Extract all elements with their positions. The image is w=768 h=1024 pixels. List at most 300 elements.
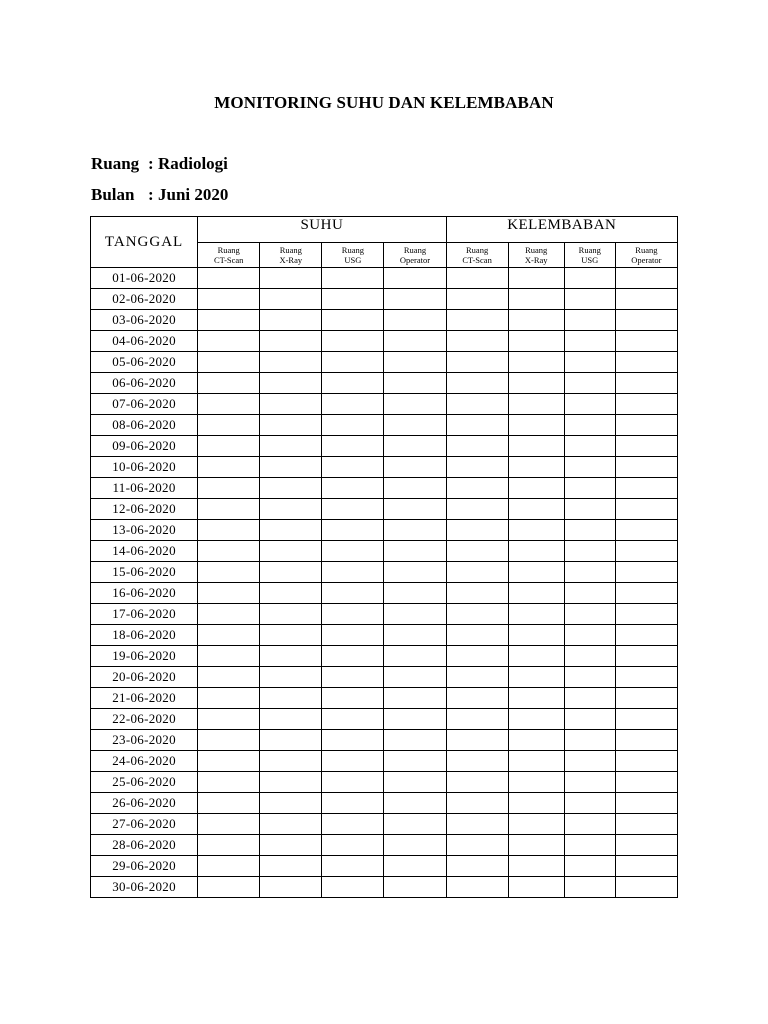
date-cell: 06-06-2020 bbox=[91, 373, 198, 394]
reading-cell[interactable] bbox=[198, 709, 260, 730]
reading-cell[interactable] bbox=[564, 478, 615, 499]
reading-cell[interactable] bbox=[384, 541, 446, 562]
reading-cell[interactable] bbox=[508, 583, 564, 604]
reading-cell[interactable] bbox=[446, 646, 508, 667]
reading-cell[interactable] bbox=[615, 877, 677, 898]
reading-cell[interactable] bbox=[615, 709, 677, 730]
table-row bbox=[91, 772, 678, 793]
reading-cell[interactable] bbox=[564, 751, 615, 772]
reading-cell[interactable] bbox=[198, 562, 260, 583]
reading-cell[interactable] bbox=[384, 331, 446, 352]
reading-cell[interactable] bbox=[564, 310, 615, 331]
reading-cell[interactable] bbox=[384, 268, 446, 289]
reading-cell[interactable] bbox=[615, 667, 677, 688]
date-cell: 04-06-2020 bbox=[91, 331, 198, 352]
reading-cell[interactable] bbox=[260, 457, 322, 478]
reading-cell[interactable] bbox=[260, 667, 322, 688]
subcolumn-line1: Ruang bbox=[578, 245, 601, 255]
reading-cell[interactable] bbox=[260, 814, 322, 835]
reading-cell[interactable] bbox=[508, 310, 564, 331]
reading-cell[interactable] bbox=[508, 331, 564, 352]
reading-cell[interactable] bbox=[564, 457, 615, 478]
reading-cell[interactable] bbox=[384, 667, 446, 688]
reading-cell[interactable] bbox=[322, 604, 384, 625]
reading-cell[interactable] bbox=[322, 394, 384, 415]
reading-cell[interactable] bbox=[615, 415, 677, 436]
reading-cell[interactable] bbox=[260, 520, 322, 541]
reading-cell[interactable] bbox=[260, 331, 322, 352]
reading-cell[interactable] bbox=[446, 373, 508, 394]
reading-cell[interactable] bbox=[564, 373, 615, 394]
reading-cell[interactable] bbox=[322, 331, 384, 352]
reading-cell[interactable] bbox=[446, 667, 508, 688]
table-row bbox=[91, 415, 678, 436]
reading-cell[interactable] bbox=[198, 730, 260, 751]
date-cell: 20-06-2020 bbox=[91, 667, 198, 688]
subcolumn-header bbox=[322, 243, 384, 268]
table-row bbox=[91, 583, 678, 604]
table-row bbox=[91, 457, 678, 478]
reading-cell[interactable] bbox=[615, 772, 677, 793]
reading-cell[interactable] bbox=[322, 793, 384, 814]
reading-cell[interactable] bbox=[384, 835, 446, 856]
reading-cell[interactable] bbox=[198, 604, 260, 625]
reading-cell[interactable] bbox=[615, 478, 677, 499]
reading-cell[interactable] bbox=[322, 373, 384, 394]
reading-cell[interactable] bbox=[322, 562, 384, 583]
date-cell: 12-06-2020 bbox=[91, 499, 198, 520]
reading-cell[interactable] bbox=[508, 562, 564, 583]
reading-cell[interactable] bbox=[322, 583, 384, 604]
reading-cell[interactable] bbox=[615, 730, 677, 751]
reading-cell[interactable] bbox=[384, 856, 446, 877]
reading-cell[interactable] bbox=[384, 604, 446, 625]
reading-cell[interactable] bbox=[260, 268, 322, 289]
table-row bbox=[91, 331, 678, 352]
date-cell: 18-06-2020 bbox=[91, 625, 198, 646]
reading-cell[interactable] bbox=[384, 562, 446, 583]
reading-cell[interactable] bbox=[260, 604, 322, 625]
reading-cell[interactable] bbox=[322, 688, 384, 709]
reading-cell[interactable] bbox=[564, 352, 615, 373]
reading-cell[interactable] bbox=[198, 625, 260, 646]
reading-cell[interactable] bbox=[564, 814, 615, 835]
reading-cell[interactable] bbox=[384, 499, 446, 520]
date-cell: 29-06-2020 bbox=[91, 856, 198, 877]
reading-cell[interactable] bbox=[198, 877, 260, 898]
reading-cell[interactable] bbox=[615, 310, 677, 331]
reading-cell[interactable] bbox=[198, 541, 260, 562]
table-row bbox=[91, 520, 678, 541]
reading-cell[interactable] bbox=[615, 289, 677, 310]
reading-cell[interactable] bbox=[322, 856, 384, 877]
subcolumn-header bbox=[508, 243, 564, 268]
reading-cell[interactable] bbox=[446, 541, 508, 562]
date-cell: 24-06-2020 bbox=[91, 751, 198, 772]
reading-cell[interactable] bbox=[564, 331, 615, 352]
reading-cell[interactable] bbox=[615, 793, 677, 814]
reading-cell[interactable] bbox=[508, 667, 564, 688]
reading-cell[interactable] bbox=[384, 709, 446, 730]
reading-cell[interactable] bbox=[198, 373, 260, 394]
reading-cell[interactable] bbox=[508, 604, 564, 625]
reading-cell[interactable] bbox=[384, 688, 446, 709]
reading-cell[interactable] bbox=[564, 772, 615, 793]
reading-cell[interactable] bbox=[384, 394, 446, 415]
reading-cell[interactable] bbox=[198, 331, 260, 352]
month-info bbox=[91, 185, 228, 205]
table-row bbox=[91, 646, 678, 667]
reading-cell[interactable] bbox=[615, 352, 677, 373]
date-cell: 05-06-2020 bbox=[91, 352, 198, 373]
reading-cell[interactable] bbox=[508, 352, 564, 373]
reading-cell[interactable] bbox=[615, 814, 677, 835]
date-cell: 09-06-2020 bbox=[91, 436, 198, 457]
reading-cell[interactable] bbox=[446, 835, 508, 856]
reading-cell[interactable] bbox=[508, 499, 564, 520]
reading-cell[interactable] bbox=[446, 478, 508, 499]
reading-cell[interactable] bbox=[508, 877, 564, 898]
reading-cell[interactable] bbox=[384, 352, 446, 373]
reading-cell[interactable] bbox=[384, 772, 446, 793]
reading-cell[interactable] bbox=[446, 793, 508, 814]
reading-cell[interactable] bbox=[198, 688, 260, 709]
room-value: Radiologi bbox=[158, 154, 228, 173]
reading-cell[interactable] bbox=[322, 310, 384, 331]
reading-cell[interactable] bbox=[384, 814, 446, 835]
reading-cell[interactable] bbox=[198, 394, 260, 415]
reading-cell[interactable] bbox=[564, 268, 615, 289]
reading-cell[interactable] bbox=[384, 625, 446, 646]
reading-cell[interactable] bbox=[615, 331, 677, 352]
reading-cell[interactable] bbox=[260, 352, 322, 373]
reading-cell[interactable] bbox=[260, 562, 322, 583]
reading-cell[interactable] bbox=[322, 877, 384, 898]
reading-cell[interactable] bbox=[198, 856, 260, 877]
reading-cell[interactable] bbox=[260, 793, 322, 814]
reading-cell[interactable] bbox=[322, 415, 384, 436]
reading-cell[interactable] bbox=[615, 268, 677, 289]
reading-cell[interactable] bbox=[198, 520, 260, 541]
reading-cell[interactable] bbox=[446, 331, 508, 352]
reading-cell[interactable] bbox=[260, 583, 322, 604]
date-cell: 08-06-2020 bbox=[91, 415, 198, 436]
reading-cell[interactable] bbox=[564, 688, 615, 709]
reading-cell[interactable] bbox=[260, 688, 322, 709]
reading-cell[interactable] bbox=[564, 562, 615, 583]
reading-cell[interactable] bbox=[384, 457, 446, 478]
reading-cell[interactable] bbox=[508, 520, 564, 541]
date-column-header: TANGGAL bbox=[91, 217, 198, 268]
reading-cell[interactable] bbox=[384, 877, 446, 898]
date-cell: 26-06-2020 bbox=[91, 793, 198, 814]
reading-cell[interactable] bbox=[198, 667, 260, 688]
reading-cell[interactable] bbox=[446, 289, 508, 310]
reading-cell[interactable] bbox=[615, 520, 677, 541]
reading-cell[interactable] bbox=[322, 751, 384, 772]
table-body bbox=[91, 268, 678, 898]
reading-cell[interactable] bbox=[322, 646, 384, 667]
reading-cell[interactable] bbox=[322, 436, 384, 457]
reading-cell[interactable] bbox=[198, 814, 260, 835]
date-cell: 16-06-2020 bbox=[91, 583, 198, 604]
room-label: Ruang bbox=[91, 154, 140, 173]
reading-cell[interactable] bbox=[322, 268, 384, 289]
reading-cell[interactable] bbox=[322, 667, 384, 688]
reading-cell[interactable] bbox=[564, 667, 615, 688]
reading-cell[interactable] bbox=[446, 625, 508, 646]
reading-cell[interactable] bbox=[446, 583, 508, 604]
reading-cell[interactable] bbox=[260, 772, 322, 793]
reading-cell[interactable] bbox=[508, 646, 564, 667]
reading-cell[interactable] bbox=[384, 646, 446, 667]
reading-cell[interactable] bbox=[260, 751, 322, 772]
reading-cell[interactable] bbox=[384, 583, 446, 604]
reading-cell[interactable] bbox=[384, 373, 446, 394]
reading-cell[interactable] bbox=[322, 625, 384, 646]
reading-cell[interactable] bbox=[564, 541, 615, 562]
reading-cell[interactable] bbox=[508, 541, 564, 562]
reading-cell[interactable] bbox=[322, 814, 384, 835]
reading-cell[interactable] bbox=[198, 289, 260, 310]
reading-cell[interactable] bbox=[508, 814, 564, 835]
reading-cell[interactable] bbox=[564, 415, 615, 436]
reading-cell[interactable] bbox=[615, 583, 677, 604]
reading-cell[interactable] bbox=[322, 478, 384, 499]
reading-cell[interactable] bbox=[260, 436, 322, 457]
reading-cell[interactable] bbox=[508, 373, 564, 394]
reading-cell[interactable] bbox=[384, 478, 446, 499]
reading-cell[interactable] bbox=[260, 541, 322, 562]
reading-cell[interactable] bbox=[615, 457, 677, 478]
subcolumn-line2: USG bbox=[344, 255, 362, 265]
reading-cell[interactable] bbox=[508, 415, 564, 436]
reading-cell[interactable] bbox=[508, 478, 564, 499]
reading-cell[interactable] bbox=[198, 751, 260, 772]
reading-cell[interactable] bbox=[564, 436, 615, 457]
date-cell: 19-06-2020 bbox=[91, 646, 198, 667]
reading-cell[interactable] bbox=[260, 709, 322, 730]
reading-cell[interactable] bbox=[260, 730, 322, 751]
reading-cell[interactable] bbox=[508, 268, 564, 289]
reading-cell[interactable] bbox=[508, 751, 564, 772]
reading-cell[interactable] bbox=[446, 751, 508, 772]
date-cell: 15-06-2020 bbox=[91, 562, 198, 583]
subcolumn-header bbox=[384, 243, 446, 268]
reading-cell[interactable] bbox=[508, 625, 564, 646]
reading-cell[interactable] bbox=[446, 436, 508, 457]
reading-cell[interactable] bbox=[322, 541, 384, 562]
reading-cell[interactable] bbox=[384, 793, 446, 814]
reading-cell[interactable] bbox=[198, 646, 260, 667]
reading-cell[interactable] bbox=[564, 793, 615, 814]
reading-cell[interactable] bbox=[508, 772, 564, 793]
table-row bbox=[91, 541, 678, 562]
subcolumn-line2: USG bbox=[581, 255, 599, 265]
reading-cell[interactable] bbox=[564, 625, 615, 646]
reading-cell[interactable] bbox=[446, 562, 508, 583]
reading-cell[interactable] bbox=[198, 436, 260, 457]
reading-cell[interactable] bbox=[564, 856, 615, 877]
table-row bbox=[91, 625, 678, 646]
reading-cell[interactable] bbox=[322, 352, 384, 373]
subcolumn-line2: Operator bbox=[399, 255, 431, 265]
reading-cell[interactable] bbox=[322, 457, 384, 478]
date-cell: 27-06-2020 bbox=[91, 814, 198, 835]
reading-cell[interactable] bbox=[198, 583, 260, 604]
reading-cell[interactable] bbox=[446, 709, 508, 730]
table-row bbox=[91, 835, 678, 856]
reading-cell[interactable] bbox=[260, 394, 322, 415]
reading-cell[interactable] bbox=[260, 478, 322, 499]
reading-cell[interactable] bbox=[508, 709, 564, 730]
subcolumn-header bbox=[564, 243, 615, 268]
reading-cell[interactable] bbox=[508, 457, 564, 478]
subcolumn-line1: Ruang bbox=[525, 245, 548, 255]
reading-cell[interactable] bbox=[446, 688, 508, 709]
table-row bbox=[91, 499, 678, 520]
reading-cell[interactable] bbox=[615, 436, 677, 457]
reading-cell[interactable] bbox=[564, 730, 615, 751]
room-info bbox=[91, 154, 228, 174]
reading-cell[interactable] bbox=[446, 394, 508, 415]
reading-cell[interactable] bbox=[615, 394, 677, 415]
reading-cell[interactable] bbox=[508, 436, 564, 457]
reading-cell[interactable] bbox=[260, 646, 322, 667]
reading-cell[interactable] bbox=[615, 562, 677, 583]
table-row bbox=[91, 289, 678, 310]
reading-cell[interactable] bbox=[260, 835, 322, 856]
reading-cell[interactable] bbox=[508, 289, 564, 310]
reading-cell[interactable] bbox=[198, 499, 260, 520]
reading-cell[interactable] bbox=[615, 373, 677, 394]
reading-cell[interactable] bbox=[384, 310, 446, 331]
table-row bbox=[91, 604, 678, 625]
date-cell: 22-06-2020 bbox=[91, 709, 198, 730]
reading-cell[interactable] bbox=[446, 856, 508, 877]
reading-cell[interactable] bbox=[384, 730, 446, 751]
subcolumn-line2: CT-Scan bbox=[213, 255, 244, 265]
reading-cell[interactable] bbox=[446, 772, 508, 793]
reading-cell[interactable] bbox=[198, 772, 260, 793]
reading-cell[interactable] bbox=[508, 835, 564, 856]
reading-cell[interactable] bbox=[198, 457, 260, 478]
reading-cell[interactable] bbox=[260, 856, 322, 877]
reading-cell[interactable] bbox=[564, 499, 615, 520]
reading-cell[interactable] bbox=[198, 268, 260, 289]
date-cell: 23-06-2020 bbox=[91, 730, 198, 751]
reading-cell[interactable] bbox=[446, 457, 508, 478]
reading-cell[interactable] bbox=[564, 646, 615, 667]
reading-cell[interactable] bbox=[564, 394, 615, 415]
reading-cell[interactable] bbox=[322, 772, 384, 793]
reading-cell[interactable] bbox=[198, 478, 260, 499]
page-title: MONITORING SUHU DAN KELEMBABAN bbox=[214, 93, 554, 112]
reading-cell[interactable] bbox=[446, 520, 508, 541]
reading-cell[interactable] bbox=[564, 835, 615, 856]
reading-cell[interactable] bbox=[508, 856, 564, 877]
header-row-groups bbox=[91, 217, 678, 243]
reading-cell[interactable] bbox=[260, 877, 322, 898]
reading-cell[interactable] bbox=[446, 730, 508, 751]
reading-cell[interactable] bbox=[446, 604, 508, 625]
reading-cell[interactable] bbox=[508, 394, 564, 415]
reading-cell[interactable] bbox=[615, 835, 677, 856]
reading-cell[interactable] bbox=[384, 436, 446, 457]
table-row bbox=[91, 709, 678, 730]
reading-cell[interactable] bbox=[564, 289, 615, 310]
date-cell: 07-06-2020 bbox=[91, 394, 198, 415]
reading-cell[interactable] bbox=[615, 604, 677, 625]
reading-cell[interactable] bbox=[508, 688, 564, 709]
reading-cell[interactable] bbox=[615, 856, 677, 877]
reading-cell[interactable] bbox=[322, 730, 384, 751]
reading-cell[interactable] bbox=[446, 310, 508, 331]
reading-cell[interactable] bbox=[260, 625, 322, 646]
reading-cell[interactable] bbox=[446, 877, 508, 898]
reading-cell[interactable] bbox=[615, 499, 677, 520]
table-row bbox=[91, 268, 678, 289]
reading-cell[interactable] bbox=[446, 268, 508, 289]
table-row bbox=[91, 667, 678, 688]
reading-cell[interactable] bbox=[615, 625, 677, 646]
reading-cell[interactable] bbox=[446, 814, 508, 835]
subcolumn-line1: Ruang bbox=[466, 245, 489, 255]
reading-cell[interactable] bbox=[564, 709, 615, 730]
reading-cell[interactable] bbox=[260, 499, 322, 520]
reading-cell[interactable] bbox=[564, 520, 615, 541]
reading-cell[interactable] bbox=[508, 730, 564, 751]
reading-cell[interactable] bbox=[198, 310, 260, 331]
date-cell: 01-06-2020 bbox=[91, 268, 198, 289]
date-cell: 13-06-2020 bbox=[91, 520, 198, 541]
reading-cell[interactable] bbox=[198, 352, 260, 373]
reading-cell[interactable] bbox=[260, 373, 322, 394]
reading-cell[interactable] bbox=[322, 835, 384, 856]
reading-cell[interactable] bbox=[446, 352, 508, 373]
reading-cell[interactable] bbox=[384, 289, 446, 310]
reading-cell[interactable] bbox=[615, 751, 677, 772]
reading-cell[interactable] bbox=[564, 583, 615, 604]
reading-cell[interactable] bbox=[615, 541, 677, 562]
reading-cell[interactable] bbox=[446, 415, 508, 436]
reading-cell[interactable] bbox=[615, 688, 677, 709]
reading-cell[interactable] bbox=[322, 289, 384, 310]
date-cell: 11-06-2020 bbox=[91, 478, 198, 499]
reading-cell[interactable] bbox=[322, 520, 384, 541]
reading-cell[interactable] bbox=[384, 415, 446, 436]
reading-cell[interactable] bbox=[322, 499, 384, 520]
reading-cell[interactable] bbox=[384, 751, 446, 772]
table-row bbox=[91, 688, 678, 709]
reading-cell[interactable] bbox=[508, 793, 564, 814]
reading-cell[interactable] bbox=[564, 877, 615, 898]
table-row bbox=[91, 751, 678, 772]
reading-cell[interactable] bbox=[322, 709, 384, 730]
subcolumn-line2: Operator bbox=[631, 255, 662, 265]
reading-cell[interactable] bbox=[260, 310, 322, 331]
reading-cell[interactable] bbox=[615, 646, 677, 667]
reading-cell[interactable] bbox=[198, 415, 260, 436]
reading-cell[interactable] bbox=[198, 835, 260, 856]
reading-cell[interactable] bbox=[384, 520, 446, 541]
reading-cell[interactable] bbox=[260, 415, 322, 436]
room-separator: : bbox=[148, 154, 154, 173]
reading-cell[interactable] bbox=[260, 289, 322, 310]
reading-cell[interactable] bbox=[198, 793, 260, 814]
reading-cell[interactable] bbox=[564, 604, 615, 625]
reading-cell[interactable] bbox=[446, 499, 508, 520]
